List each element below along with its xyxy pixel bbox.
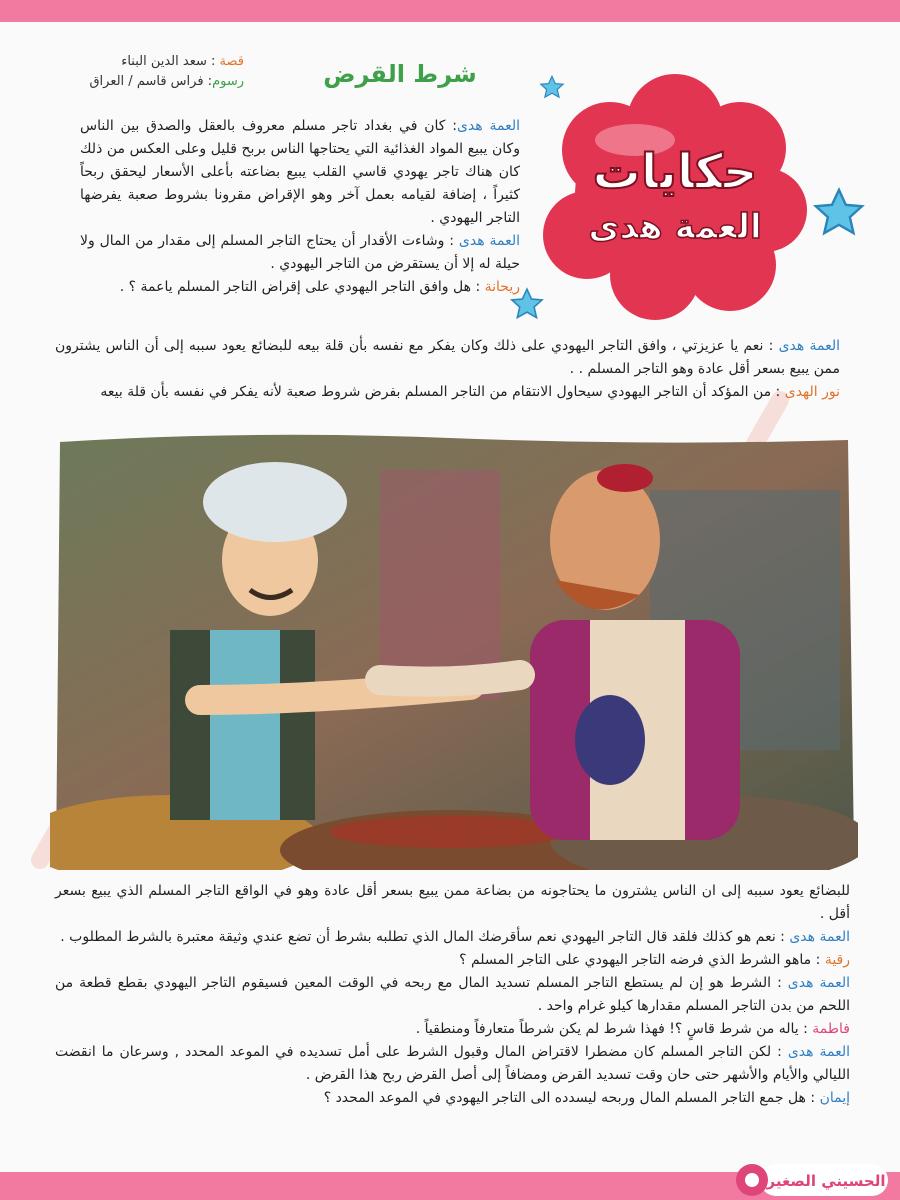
- series-logo: [525, 70, 815, 320]
- story-credit: قصة : سعد الدين البناء: [121, 54, 244, 69]
- star-icon: [538, 74, 566, 102]
- logo-line1: حكايات: [592, 144, 758, 200]
- top-band: [0, 0, 900, 22]
- paragraph: إيمان : هل جمع التاجر المسلم المال وربحه ليسدده الى التاجر اليهودي في الموعد المحدد ؟: [323, 1090, 850, 1106]
- magazine-logo: [730, 1158, 890, 1200]
- middle-text: [55, 335, 840, 404]
- paragraph: للبضائع يعود سببه إلى ان الناس يشترون ما يحتاجونه من بضاعة ممن يبيع بسعر أقل عادة وهو في الواقع التاجر المسلم الذي يبيع بسعر أقل .: [55, 883, 850, 922]
- magazine-brand: الحسيني الصغير: [766, 1172, 886, 1190]
- logo-line2: العمة هدى: [588, 207, 762, 247]
- paragraph: العمة هدى: كان في بغداد تاجر مسلم معروف بالعقل والصدق بين الناس وكان يبيع المواد الغذائية التي يحتاجها الناس بربح قليل وعلى العكس من ذلك كان هناك تاجر يهودي قاسي القلب يبيع بضاعته بأعلى الأسعار ليحقق ربحاً كثيراً ، إضافة لقيامه بعمل آخر وهو الإقراض مقرونا بشروط صعبة يفرضها التاجر اليهودي .: [80, 118, 520, 226]
- bottom-text: [55, 880, 850, 1110]
- paragraph: فاطمة : ياله من شرط قاسٍ ؟! فهذا شرط لم يكن شرطاً متعارفاً ومنطقياً .: [415, 1021, 850, 1037]
- paragraph: العمة هدى : الشرط هو إن لم يستطع التاجر المسلم تسديد المال مع ربحه في الوقت المعين فسيقوم التاجر اليهودي بقطع قطعة من اللحم من بدن التاجر المسلم مقدارها كيلو غرام واحد .: [55, 975, 850, 1014]
- drawings-credit: رسوم: فراس قاسم / العراق: [89, 74, 244, 89]
- story-illustration: [50, 430, 858, 870]
- paragraph: العمة هدى : وشاءت الأقدار أن يحتاج التاجر المسلم إلى مقدار من المال ولا حيلة له إلا أن يستقرض من التاجر اليهودي .: [80, 233, 520, 272]
- credits: [44, 52, 244, 92]
- paragraph: العمة هدى : لكن التاجر المسلم كان مضطرا لاقتراض المال وقبول الشرط على أمل تسديده في الموعد المحدد , وسرعان ما انقضت الليالي والأيام والأشهر حتى حان وقت تسديد القرض ومضافاً إلى أصل القرض ربح هذا القرض .: [55, 1044, 850, 1083]
- paragraph: العمة هدى : نعم يا عزيزتي ، وافق التاجر اليهودي على ذلك وكان يفكر مع نفسه بأن قلة بيعه للبضائع يعود سببه إلى أن الناس يشترون ممن يبيع بسعر أقل عادة وهو التاجر المسلم . .: [55, 338, 840, 377]
- paragraph: ريحانة : هل وافق التاجر اليهودي على إقراض التاجر المسلم ياعمة ؟ .: [119, 279, 520, 295]
- paragraph: رقية : ماهو الشرط الذي فرضه التاجر اليهودي على التاجر المسلم ؟: [459, 952, 850, 968]
- story-title: شرط القرض: [323, 60, 477, 88]
- paragraph: نور الهدى : من المؤكد أن التاجر اليهودي سيحاول الانتقام من التاجر المسلم بفرض شروط صعبة لأنه يفكر في نفسه بأن قلة بيعه: [100, 384, 840, 400]
- intro-text: [80, 115, 520, 299]
- star-icon: [810, 185, 868, 243]
- paragraph: العمة هدى : نعم هو كذلك فلقد قال التاجر اليهودي نعم سأقرضك المال الذي تطلبه بشرط أن تضع عندي وثيقة معتبرة بالشرط المطلوب .: [60, 929, 850, 945]
